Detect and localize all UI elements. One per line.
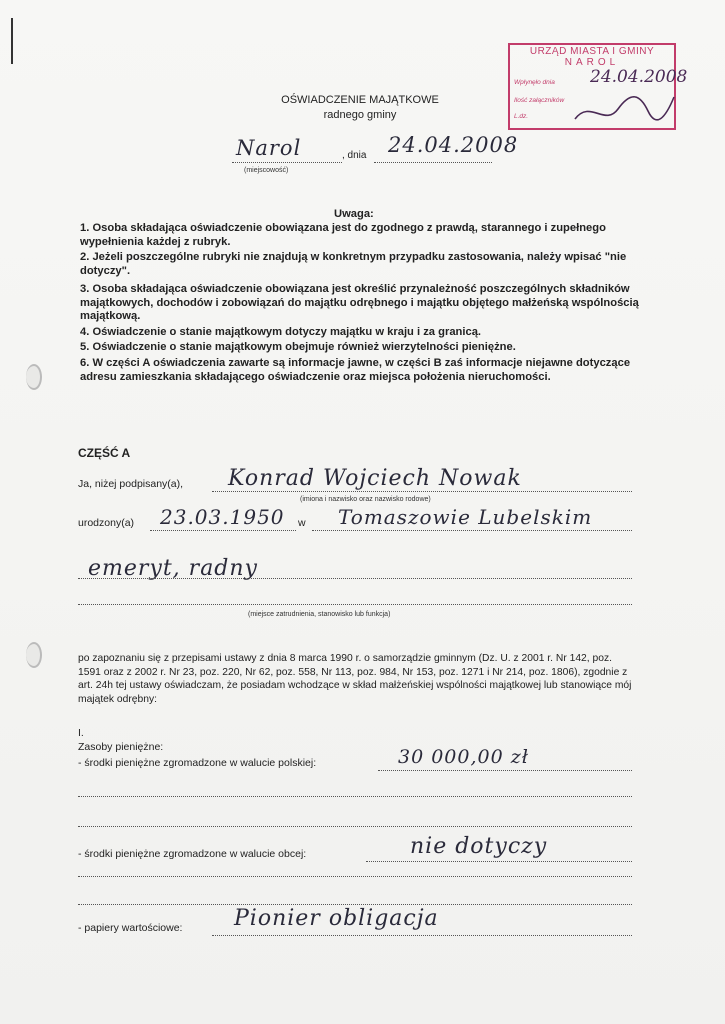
date-value: 24.04.2008 [388,133,519,157]
birth-date-dotted-line [150,530,296,531]
name-dotted-line [212,491,632,492]
note-1: 1. Osoba składająca oświadczenie obowiązana jest do zgodnego z prawdą, starannego i zupełnego wypełnienia każdej z rubryk. [80,222,606,248]
date-dotted-line [374,162,492,163]
securities-dotted-line [212,935,632,936]
note-2: 2. Jeżeli poszczególne rubryki nie znajdują w konkretnym przypadku zastosowania, należy wpisać "nie dotyczy". [80,251,627,277]
section-1-number: I. [78,727,84,739]
foreign-dotted-line [366,861,632,862]
notes-heading: Uwaga: [334,208,374,220]
pln-extra-line-1 [78,796,632,797]
birth-place: Tomaszowie Lubelskim [338,505,593,529]
office-stamp [508,43,688,130]
punch-hole-top [26,364,42,390]
employment-caption: (miejsce zatrudnienia, stanowisko lub funkcja) [248,611,391,618]
stamp-received-label: Wpłynęło dnia [514,79,555,86]
securities-label: - papiery wartościowe: [78,922,183,934]
place-value: Narol [236,136,302,160]
stamp-line1: URZĄD MIASTA I GMINY [529,46,655,57]
signed-label: Ja, niżej podpisany(a), [78,478,184,490]
foreign-extra-line-2 [78,904,632,905]
stamp-received-date: 24.04.2008 [590,67,688,87]
section-1-heading: Zasoby pieniężne: [78,741,164,753]
place-dotted-line [232,162,342,163]
pln-extra-line-2 [78,826,632,827]
margin-mark [11,18,13,64]
note-3: 3. Osoba składająca oświadczenie obowiązana jest określić przynależność poszczególnych składników majątkowych, dochodów i zobowiązań do majątku odrębnego i majątku objętego małżeńską wspólnością majątkową. [80,283,639,322]
part-a-heading: CZĘŚĆ A [78,446,131,460]
stamp-line2: NAROL [564,57,620,68]
pln-dotted-line [378,770,632,771]
name-caption: (imiona i nazwisko oraz nazwisko rodowe) [300,496,431,503]
foreign-extra-line-1 [78,876,632,877]
securities-value: Pionier obligacja [234,906,439,931]
stamp-ref-label: L.dz. [514,113,529,120]
punch-hole-bottom [26,642,42,668]
stamp-attachments-label: Ilość załączników [514,97,565,104]
pln-value: 30 000,00 zł [398,746,529,768]
birth-place-dotted-line [312,530,632,531]
note-5: 5. Oświadczenie o stanie majątkowym obejmuje również wierzytelności pieniężne. [80,341,516,353]
pln-label: - środki pieniężne zgromadzone w walucie polskiej: [78,757,317,769]
birth-date: 23.03.1950 [160,505,285,529]
foreign-label: - środki pieniężne zgromadzone w walucie obcej: [78,848,307,860]
statement-text: po zapoznaniu się z przepisami ustawy z dnia 8 marca 1990 r. o samorządzie gminnym (Dz. U. z 2001 r. Nr 142, poz. 1591 oraz z 2002 r. Nr 23, poz. 220, Nr 62, poz. 558, Nr 113, poz. 984, Nr 153, poz. 1271 i Nr 214, poz. 1806), zgodnie z art. 24h tej ustawy oświadczam, że posiadam wchodzące w skład małżeńskiej wspólności majątkowej lub stanowiące mój majątek odrębny: [78,653,632,705]
employment-dotted-line-1 [78,578,632,579]
date-label: , dnia [342,150,367,161]
stamp-signature [570,89,680,129]
document-title: OŚWIADCZENIE MAJĄTKOWE [281,94,439,106]
foreign-value: nie dotyczy [410,834,548,859]
declarant-name: Konrad Wojciech Nowak [228,466,522,491]
note-6: 6. W części A oświadczenia zawarte są informacje jawne, w części B zaś informacje niejawne dotyczące adresu zamieszkania składającego oświadczenie oraz miejsca położenia nieruchomości. [80,357,631,383]
born-label: urodzony(a) [78,517,135,529]
document-subtitle: radnego gminy [323,109,397,121]
employment-value: emeryt, radny [88,556,258,581]
employment-dotted-line-2 [78,604,632,605]
in-label: w [298,517,306,529]
note-4: 4. Oświadczenie o stanie majątkowym dotyczy majątku w kraju i za granicą. [80,326,482,338]
place-caption: (miejscowość) [244,167,289,174]
